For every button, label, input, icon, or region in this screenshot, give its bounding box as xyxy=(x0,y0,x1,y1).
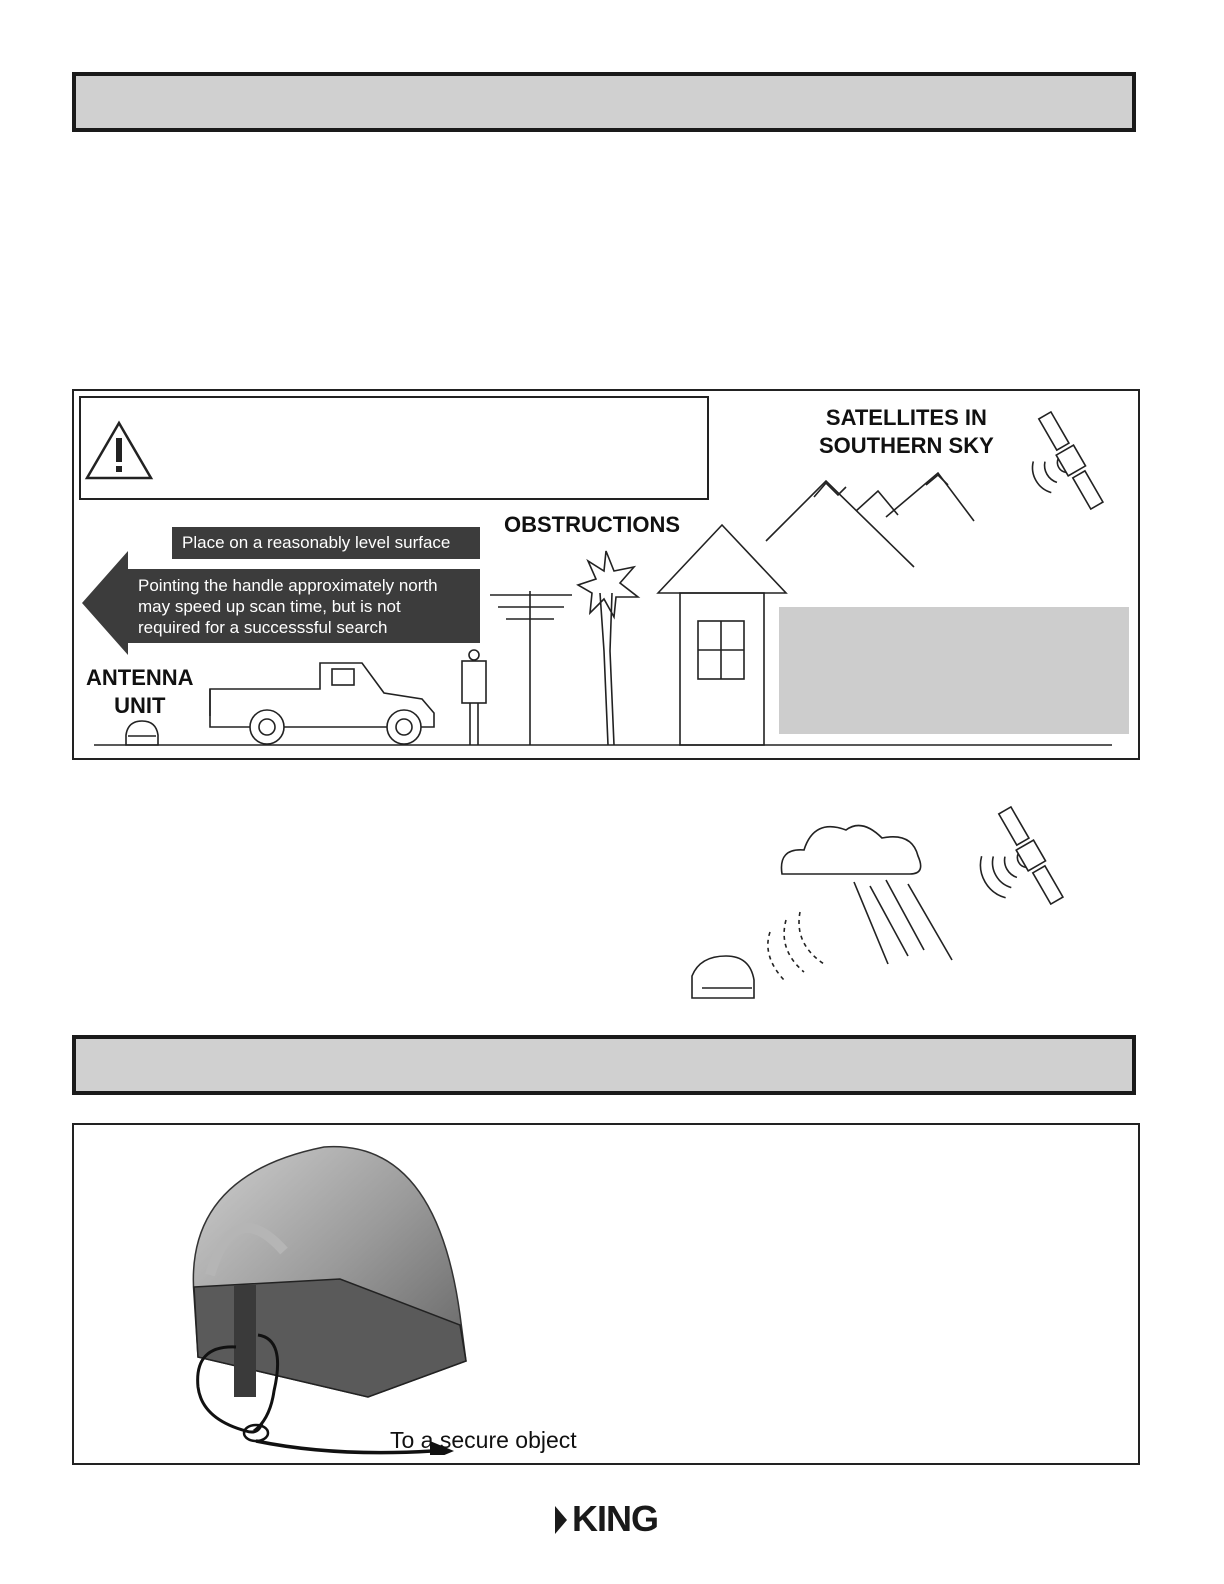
section-header-bar-bottom xyxy=(72,1035,1136,1095)
rain-icon xyxy=(854,880,952,964)
antenna-unit-label: ANTENNA UNIT xyxy=(86,665,194,718)
antenna-dome-icon xyxy=(692,956,754,998)
obstructions-label: OBSTRUCTIONS xyxy=(504,512,680,537)
antenna-dome-icon xyxy=(126,721,158,745)
tether-figure xyxy=(72,1123,1140,1465)
handle-note: Pointing the handle approximately north may speed up scan time, but is not required for a successsful search xyxy=(138,576,438,637)
signal-waves xyxy=(768,912,824,980)
satellites-label: SATELLITES IN SOUTHERN SKY xyxy=(819,405,994,458)
level-surface-note: Place on a reasonably level surface xyxy=(172,527,480,559)
king-logo-text: KING xyxy=(572,1498,658,1539)
utility-pole-icon xyxy=(490,591,572,745)
section-header-bar-top xyxy=(72,72,1136,132)
truck-icon xyxy=(210,663,434,744)
satellite-icon xyxy=(1010,410,1106,525)
placement-scene xyxy=(74,391,1138,758)
mountains-icon xyxy=(766,473,974,567)
house-icon xyxy=(658,525,786,745)
palm-tree-icon xyxy=(578,551,638,745)
placement-figure xyxy=(72,389,1140,760)
antenna-dome-tether-illustration xyxy=(174,1135,594,1455)
tether-callout: To a secure object xyxy=(390,1427,577,1453)
person-icon xyxy=(462,650,486,745)
cloud-icon xyxy=(781,826,920,875)
satellite-icon xyxy=(959,805,1065,927)
weather-illustration xyxy=(686,800,1066,1020)
